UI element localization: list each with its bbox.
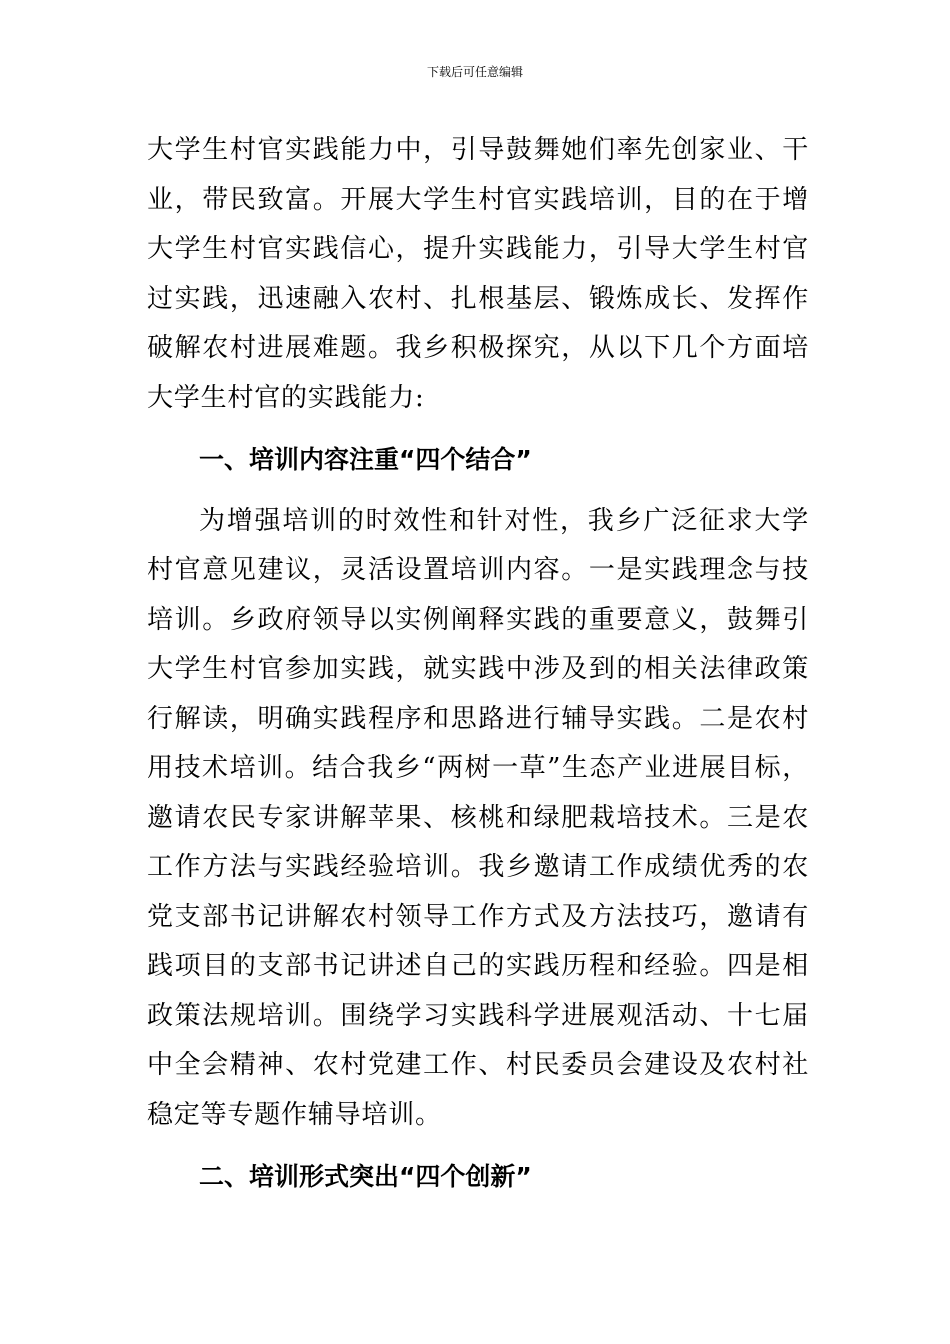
document-body bbox=[147, 126, 809, 1202]
spacer bbox=[147, 485, 809, 497]
paragraph-line: 为增强培训的时效性和针对性，我乡广泛征求大学 bbox=[199, 505, 809, 536]
paragraph-line: 践项目的支部书记讲述自己的实践历程和经验。四是相 bbox=[147, 951, 809, 981]
paragraph-line: 大学生村官的实践能力: bbox=[147, 382, 425, 413]
paragraph-line: 行解读，明确实践程序和思路进行辅导实践。二是农村 bbox=[147, 703, 809, 734]
header-note: 下载后可任意编辑 bbox=[426, 65, 523, 79]
paragraph-line: 用技术培训。结合我乡“两树一草”生态产业进展目标， bbox=[147, 753, 809, 783]
section-heading-2: 二、培训形式突出“四个创新” bbox=[199, 1162, 532, 1191]
paragraph-line: 工作方法与实践经验培训。我乡邀请工作成绩优秀的农 bbox=[147, 852, 809, 882]
paragraph-line: 邀请农民专家讲解苹果、核桃和绿肥栽培技术。三是农 bbox=[147, 802, 809, 833]
section-heading-1: 一、培训内容注重“四个结合” bbox=[199, 445, 532, 474]
paragraph-line: 过实践，迅速融入农村、扎根基层、锻炼成长、发挥作 bbox=[147, 283, 809, 314]
paragraph-line: 党支部书记讲解农村领导工作方式及方法技巧，邀请有 bbox=[147, 901, 809, 932]
paragraph-line: 培训。乡政府领导以实例阐释实践的重要意义，鼓舞引 bbox=[147, 604, 809, 635]
paragraph-line: 大学生村官实践信心，提升实践能力，引导大学生村官 bbox=[147, 234, 809, 264]
paragraph-line: 村官意见建议，灵活设置培训内容。一是实践理念与技 bbox=[147, 555, 809, 585]
paragraph-line: 业，带民致富。开展大学生村官实践培训，目的在于增 bbox=[147, 184, 809, 215]
paragraph-line: 稳定等专题作辅导培训。 bbox=[147, 1099, 442, 1130]
paragraph-line: 大学生村官参加实践，就实践中涉及到的相关法律政策 bbox=[147, 654, 809, 684]
spacer bbox=[147, 1140, 809, 1152]
paragraph-line: 中全会精神、农村党建工作、村民委员会建设及农村社 bbox=[147, 1050, 809, 1080]
paragraph-line: 破解农村进展难题。我乡积极探究，从以下几个方面培 bbox=[147, 333, 809, 363]
paragraph-line: 大学生村官实践能力中，引导鼓舞她们率先创家业、干 bbox=[147, 135, 809, 165]
paragraph-line: 政策法规培训。围绕学习实践科学进展观活动、十七届 bbox=[147, 1000, 809, 1031]
spacer bbox=[147, 423, 809, 435]
